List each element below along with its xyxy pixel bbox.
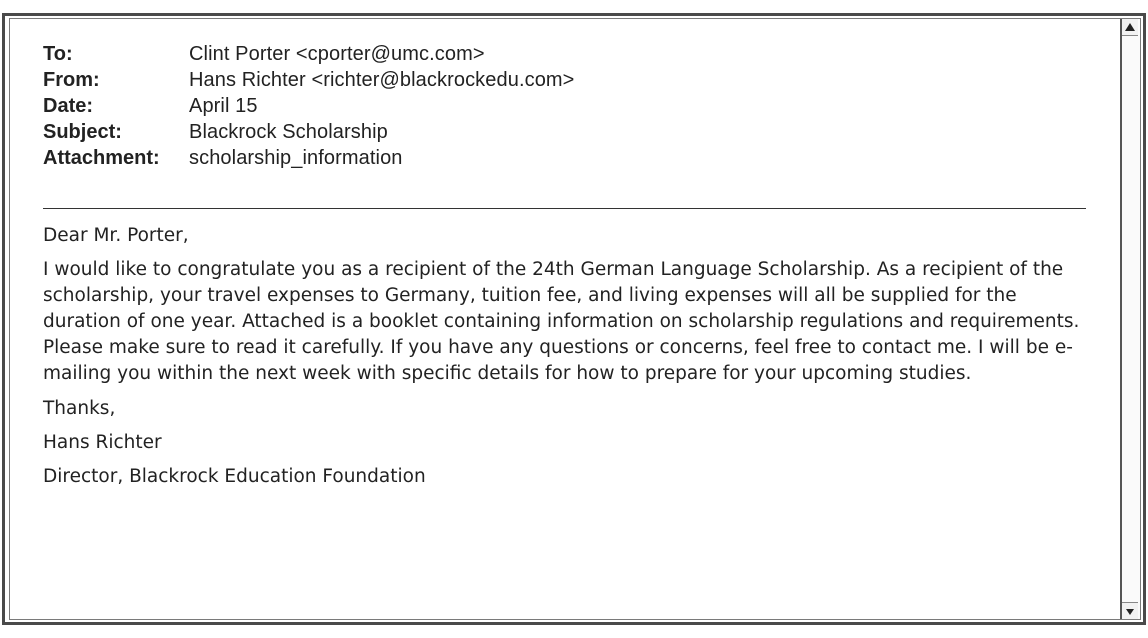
arrow-down-icon [1126, 602, 1134, 620]
attachment-link[interactable]: scholarship_information [189, 147, 403, 169]
closing: Thanks, [43, 398, 116, 419]
attachment-label: Attachment: [43, 147, 160, 169]
attachment-row [43, 145, 574, 171]
from-label: From: [43, 69, 100, 91]
vertical-scrollbar[interactable] [1120, 19, 1140, 619]
to-label: To: [43, 43, 73, 65]
subject-row [43, 119, 574, 145]
sender-name: Hans Richter [43, 432, 162, 453]
email-content-pane [9, 18, 1141, 620]
date-label: Date: [43, 95, 94, 117]
message-paragraph: I would like to congratulate you as a recipient of the 24th German Language Scholarship. As a recipient of the scholarship, your travel expenses to Germany, tuition fee, and living expenses will all be supplied for the duration of one year. Attached is a booklet containing information on scholarship regulations and requirements. Please make sure to read it carefully. If you have any questions or concerns, feel free to contact me. I will be e-mailing you within the next week with specific details for how to prepare for your upcoming studies. [43, 259, 1080, 384]
scroll-down-button[interactable] [1122, 602, 1138, 619]
to-value: Clint Porter <cporter@umc.com> [189, 43, 485, 65]
greeting: Dear Mr. Porter, [43, 225, 189, 246]
date-row [43, 93, 574, 119]
arrow-up-icon [1125, 18, 1135, 36]
to-row [43, 41, 574, 67]
header-divider [43, 208, 1086, 209]
email-headers [43, 41, 574, 171]
sender-title: Director, Blackrock Education Foundation [43, 466, 426, 487]
from-row [43, 67, 574, 93]
email-body [43, 223, 1083, 498]
from-value: Hans Richter <richter@blackrockedu.com> [189, 69, 575, 91]
subject-label: Subject: [43, 121, 122, 143]
scroll-up-button[interactable] [1122, 19, 1138, 36]
date-value: April 15 [189, 95, 258, 117]
subject-value: Blackrock Scholarship [189, 121, 388, 143]
email-window [2, 13, 1146, 625]
